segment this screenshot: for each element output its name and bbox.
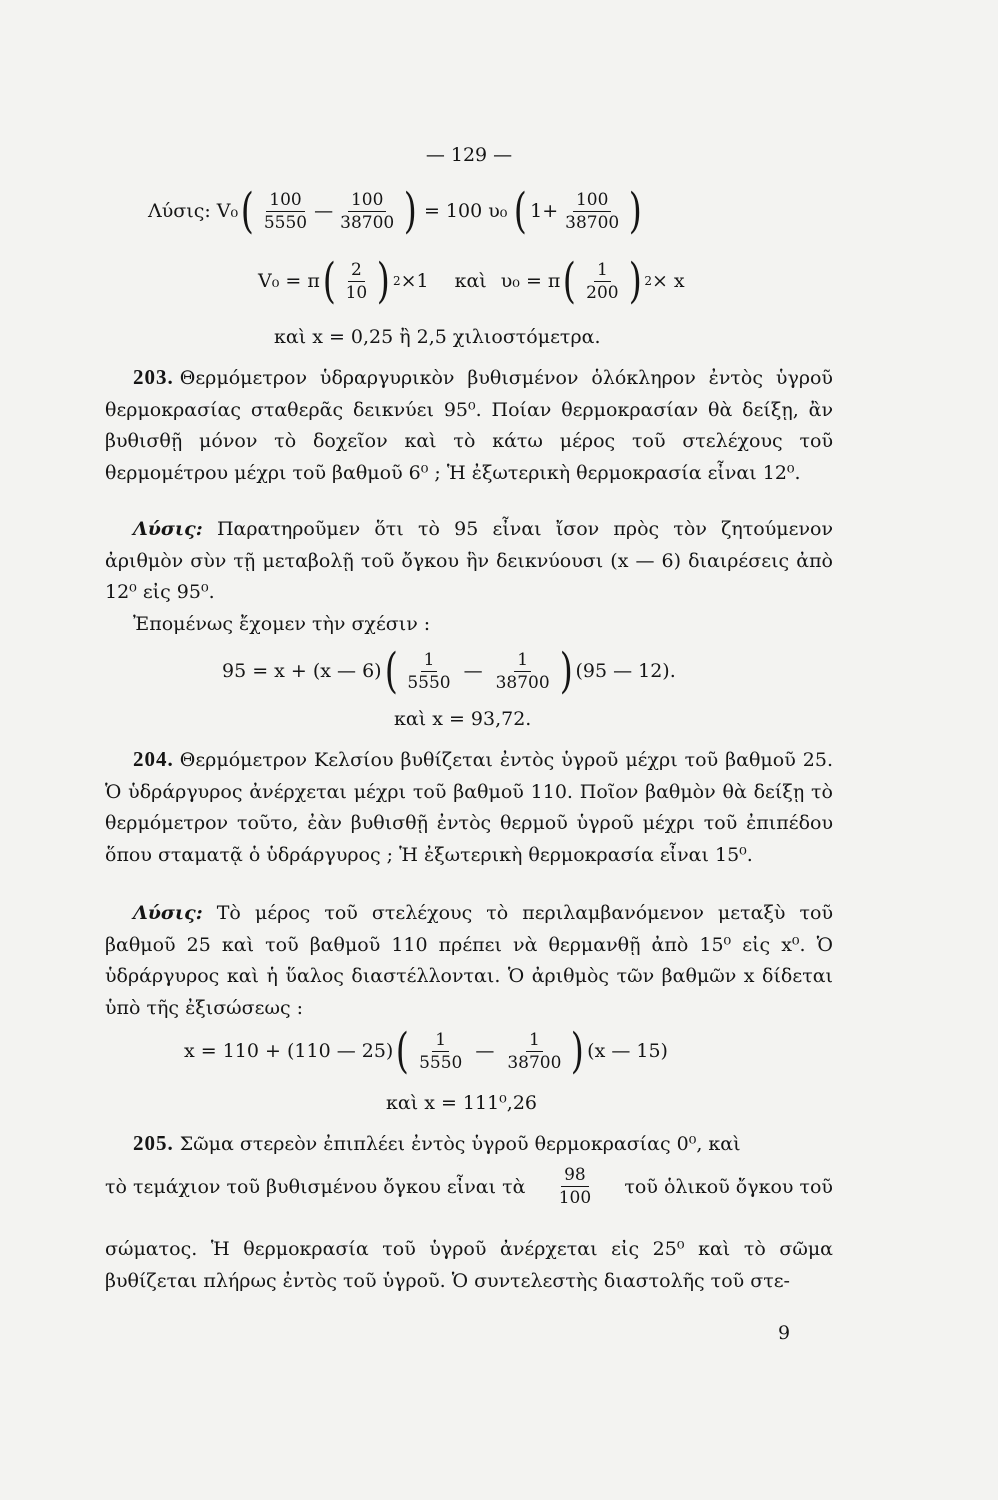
problem-205-cont: σώματος. Ἡ θερμοκρασία τοῦ ὑγροῦ ἀνέρχεται εἰς 25⁰ καὶ τὸ σῶμα βυθίζεται πλήρως ἐντὸς τοῦ ὑγροῦ. Ὁ συντελεστὴς διαστολῆς τοῦ στε-	[105, 1238, 833, 1292]
problem-203: 203. Θερμόμετρον ὑδραργυρικὸν βυθισμένον ὁλόκληρον ἐντὸς ὑγροῦ θερμοκρασίας σταθερᾶς δεικνύει 95⁰. Ποίαν θερμοκρασίαν θὰ δείξῃ, ἂν βυθισθῇ μόνον τὸ δοχεῖον καὶ τὸ κάτω μέρος τοῦ στελέχους τοῦ θερμομέτρου μέχρι τοῦ βαθμοῦ 6⁰ ; Ἡ ἐξωτερικὴ θερμοκρασία εἶναι 12⁰.	[105, 365, 833, 484]
equation-6: x = 110 + (110 — 25) ( $\frac{1}{5550}$ — $\frac{1}{38700}$ ) (x — 15)	[184, 1023, 668, 1079]
equation-3: καὶ x = 0,25 ἢ 2,5 χιλιοστόμετρα.	[274, 326, 601, 348]
eq1-frac3: $\frac{100}{38700}$	[565, 189, 620, 233]
problem-number: 203.	[133, 365, 174, 389]
equation-7: καὶ x = 111⁰,26	[386, 1092, 538, 1114]
eq1-lhs: Λύσις: V₀	[148, 200, 239, 222]
problem-204: 204. Θερμόμετρον Κελσίου βυθίζεται ἐντὸς ὑγροῦ μέχρι τοῦ βαθμοῦ 25. Ὁ ὑδράργυρος ἀνέρχεται μέχρι τοῦ βαθμοῦ 110. Ποῖον βαθμὸν θὰ δείξῃ τὸ θερμόμετρον τοῦτο, ἐὰν βυθισθῇ ἐντὸς θερμοῦ ὑγροῦ μέχρι τοῦ ἐπιπέδου ὅπου σταματᾷ ὁ ὑδράργυρος ; Ἡ ἐξωτερικὴ θερμοκρασία εἶναι 15⁰.	[105, 747, 833, 866]
eq1-mid: = 100 υ₀	[423, 200, 508, 222]
problem-205: 205. Σῶμα στερεὸν ἐπιπλέει ἐντὸς ὑγροῦ θερμοκρασίας 0⁰, καὶ	[133, 1131, 741, 1155]
problem-205-line2: τὸ τεμάχιον τοῦ βυθισμένου ὄγκου εἶναι τὰ $\frac{98}{100}$ τοῦ ὁλικοῦ ὄγκου τοῦ	[105, 1165, 833, 1208]
solution-204: Λύσις: Τὸ μέρος τοῦ στελέχους τὸ περιλαμβανόμενον μεταξὺ τοῦ βαθμοῦ 25 καὶ τοῦ βαθμοῦ 110 πρέπει νὰ θερμανθῇ ἀπὸ 15⁰ εἰς x⁰. Ὁ ὑδράργυρος καὶ ἡ ὕαλος διαστέλλονται. Ὁ ἀριθμὸς τῶν βαθμῶν x δίδεται ὑπὸ τῆς ἐξισώσεως :	[105, 902, 834, 1019]
eq1-frac1: $\frac{100}{5550}$	[263, 189, 308, 233]
signature-mark: 9	[778, 1322, 791, 1344]
page-number: — 129 —	[425, 144, 513, 166]
equation-4: 95 = x + (x — 6) ( $\frac{1}{5550}$ — $\frac{1}{38700}$ ) (95 — 12).	[222, 643, 676, 699]
equation-2: V₀ = π ( $\frac{2}{10}$ ) 2 ×1 καὶ υ₀ = π ( $\frac{1}{200}$ ) 2 × x	[258, 253, 685, 309]
equation-1: Λύσις: V₀ ( $\frac{100}{5550}$ — $\frac{100}{38700}$ ) = 100 υ₀ ( 1+ $\frac{100}{38700}$ )	[148, 183, 643, 239]
eq1-frac2: $\frac{100}{38700}$	[340, 189, 395, 233]
equation-5: καὶ x = 93,72.	[394, 708, 532, 730]
solution-203: Λύσις: Παρατηροῦμεν ὅτι τὸ 95 εἶναι ἴσον πρὸς τὸν ζητούμενον ἀριθμὸν σὺν τῇ μεταβολῇ τοῦ ὄγκου ἣν δεικνύουσι (x — 6) διαιρέσεις ἀπὸ 12⁰ εἰς 95⁰. Ἐπομένως ἔχομεν τὴν σχέσιν :	[105, 518, 833, 635]
